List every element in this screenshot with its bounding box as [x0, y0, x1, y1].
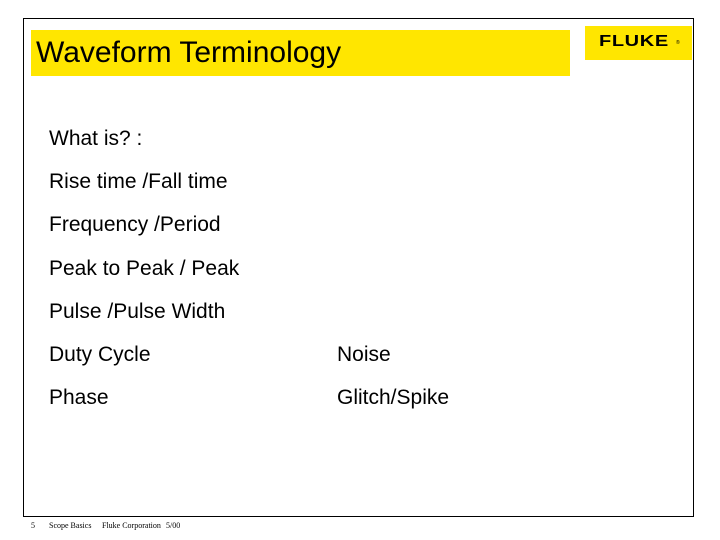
list-item-peak-to-peak: Peak to Peak / Peak — [49, 257, 240, 280]
footer-course-name: Scope Basics — [49, 521, 92, 530]
footer-company: Fluke Corporation — [102, 521, 161, 530]
page-title: Waveform Terminology — [36, 36, 342, 69]
list-item-frequency-period: Frequency /Period — [49, 213, 221, 236]
list-item-noise: Noise — [337, 343, 391, 366]
list-item-what-is: What is? : — [49, 127, 143, 150]
logo-trademark-mark: ® — [676, 40, 680, 46]
list-item-phase: Phase — [49, 386, 109, 409]
footer-date: 5/00 — [166, 521, 181, 530]
logo-brand-text: FLUKE — [599, 33, 669, 50]
list-item-rise-fall-time: Rise time /Fall time — [49, 170, 228, 193]
footer-page-number: 5 — [31, 521, 35, 530]
list-item-pulse-width: Pulse /Pulse Width — [49, 300, 226, 323]
list-item-glitch-spike: Glitch/Spike — [337, 386, 450, 409]
list-item-duty-cycle: Duty Cycle — [49, 343, 151, 366]
